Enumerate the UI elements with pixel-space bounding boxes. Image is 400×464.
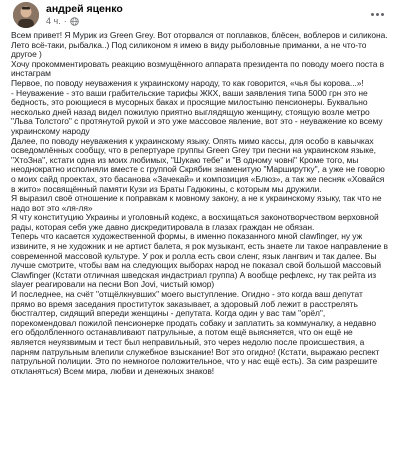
meta-separator: · <box>63 16 67 26</box>
author-avatar[interactable] <box>13 2 39 28</box>
post-paragraph: Я выразил своё отношение к поправкам к мовному закону, а не к украинскому языку, так что не надо вот это «ля-ля» <box>11 193 382 213</box>
post-header <box>6 0 394 30</box>
post-paragraph: Теперь что касается художественной формы, в именно показанного мной clawfinger, ну уж извините, я не художник и не артист балета, я рок музыкант, есть знаете ли такое направление в современной массовой культуре. У рок и ролла есть свои сленг, язык лангвич и так далее. Вы лучше смотрите, чтобы вам на следующих выборах народ не показал свой большой массовый Clawfinger (Кстати отличная шведская индастриал группа) А вообще рефлекс, ну так рейта из slayer реагировали на песни Bon Jovi, чистый юмор) <box>11 231 388 290</box>
post-paragraph: И последнее, на счёт "отщёлкнувших" моего выступление. Огидно - это когда ваш депутат прямо во время заседания проституток заказывает, а здоровый лоб лежит в расстрелять бюстгалтер, сидящий впереди женщины - депутата. Когда один у вас там "орёл", порекомендовал пожилой пенсионерке продать собаку и заплатить за коммуналку, а недавно его обдолбленного останавливают патрульные, а потом ещё выясняется, что он ещё не является неуязвимым и тест был неправильный, это через недолю после происшествия, а парням патрульным влепили служебное взыскание! Вот это огидно! (Кстати, выражаю респект патрульной полиции. Это по немногое положительное, что у нас ещё есть). За сим разрешите откланяться) Всем мира, любви и денежных знаков! <box>11 289 380 376</box>
post-paragraph: Всем привет! Я Мурик из Green Grey. Вот оторвался от поплавков, блёсен, воблеров и силикона. Лето всё-таки, рыбалка..) Под силиконом я имею в виду рыболовные приманки, а не что-то другое ) <box>11 30 388 60</box>
post-paragraph: Хочу прокомментировать реакцию возмущённого аппарата президента по поводу моего поста в инстаграм <box>11 58 385 79</box>
avatar-image <box>13 2 39 28</box>
globe-icon[interactable] <box>70 17 79 26</box>
post-text <box>6 30 394 376</box>
more-options-button[interactable] <box>368 6 386 22</box>
post-paragraph: - Неуважение - это ваши грабительские тарифы ЖКХ, ваши заявления типа 5000 грн это не бедность, это роющиеся в мусорных баках и просящие милостыню пенсионеры. Буквально несколько дней назад видел пожилую приятно выглядящую женщину, стоящую возле метро "Льва Толстого" с протянутой рукой и это уже массовое явление, вот это - неуважение ко всему украинскому народу <box>11 87 383 136</box>
post-paragraph: Далее, по поводу неуважения к украинскому языку. Опять мимо кассы, для особо в кавычках осведомлённых сообщу, что в репертуаре группы Green Grey три песни на украинском языке, "ХтоЗна", кстати одна из моих любимых, "Шукаю тебе" и "В одному човні" Кроме того, мы неоднократно исполняли вместе с группой Скрябин знаменитую "Марширутку", а уже не говорю о моих сайд проектах, это басанова «Зачекай» и композиция «Блюз», а так же песняк «Ховайся в жито» посвящённый памяти Кузи из Браты Гадюкины, с которым мы дружили. <box>11 135 385 194</box>
post-time[interactable]: 4 ч. <box>46 16 61 26</box>
post-paragraph: Я чту конституцию Украины и уголовный кодекс, а восхищаться законотворчеством верховной рады, которая себя уже давно дискредитировала в глазах граждан не обязан. <box>11 212 379 232</box>
post-meta <box>46 16 79 27</box>
more-dots-icon <box>371 13 374 16</box>
post-paragraph: Первое, по поводу неуважения к украинскому народу, то как говорится, «чья бы корова...»! <box>11 77 364 88</box>
author-name[interactable]: андрей яценко <box>46 3 123 15</box>
